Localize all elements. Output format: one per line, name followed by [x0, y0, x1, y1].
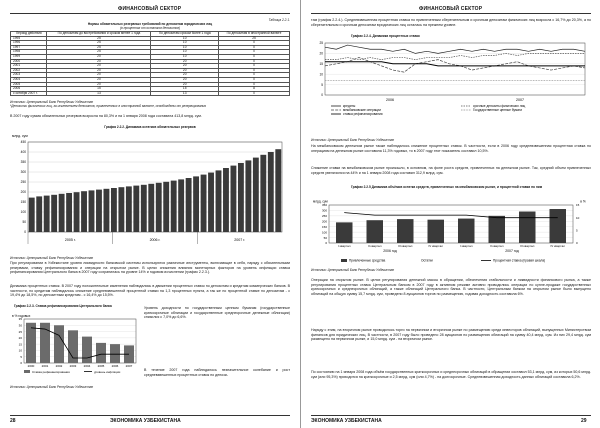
legend-swatch: [24, 370, 30, 373]
bar: [133, 186, 139, 232]
y-axis-label: в % годовых: [12, 314, 31, 318]
series-line: [325, 45, 585, 53]
table-cell: 25: [47, 50, 151, 55]
group-label: 2006 год: [383, 249, 397, 253]
table-cell: 20: [47, 77, 151, 82]
x-tick-label: I квартал: [459, 244, 473, 248]
legend-label: Ставка рефинансирования: [32, 369, 70, 374]
table-cell: 2003: [11, 73, 47, 78]
legend-swatch: [341, 259, 347, 262]
y-tick-label: 35: [18, 317, 22, 322]
bar: [44, 196, 50, 232]
x-tick-label: II квартал: [490, 244, 504, 248]
funds-bar: [550, 209, 567, 243]
y-tick-label: 50: [22, 220, 26, 225]
paragraph: там (график 2.2.4.). Средневзвешенная процентная ставка по привлеченным сберегательным и срочным депозитам физических лиц возросла с 16,7% до 20,3%, а по сберегательным и срочным депозитам юридических лиц осталась на прежнем уровне.: [311, 18, 591, 27]
bar: [156, 183, 162, 232]
table-cell: 0: [218, 59, 289, 64]
table-cell: 0: [218, 45, 289, 50]
paragraph: На межбанковском денежном рынке также наблюдалось снижение процентных ставок. В частности, если в 2006 году средневзвешенная процентная ставка по операциям на денежном рынке составила 11,3% годовых, то в 2007 году этот показатель составил 10,5%.: [311, 144, 591, 153]
bar: [201, 175, 207, 232]
table-cell: 20: [47, 82, 151, 87]
group-label: 2007: [516, 98, 524, 102]
table-cell: 0: [218, 54, 289, 59]
bar: [238, 163, 244, 232]
y-tick-label: 5: [20, 354, 22, 359]
table-cell: 10: [151, 41, 219, 46]
y-tick-label: 20: [319, 51, 323, 56]
table-cell: 0: [218, 41, 289, 46]
table-cell: 10: [151, 45, 219, 50]
y-tick-label-right: 10: [576, 215, 580, 220]
bar: [245, 160, 251, 232]
series-line: [325, 58, 585, 73]
funds-bar: [489, 216, 506, 243]
table-cell: 15: [151, 87, 219, 92]
y-tick-label: 300: [20, 170, 26, 175]
table-cell: 2005: [11, 82, 47, 87]
y-tick-label: 15: [18, 342, 22, 347]
x-tick-label: IV квартал: [550, 244, 566, 248]
table-cell: 25: [47, 41, 151, 46]
y-tick-label: 50: [323, 235, 327, 240]
table-cell: 0: [218, 91, 289, 96]
bar: [148, 184, 154, 232]
table-cell: 20: [47, 68, 151, 73]
page-header: ФИНАНСОВЫЙ СЕКТОР: [419, 6, 483, 12]
table-cell: 15: [47, 87, 151, 92]
y-axis-label: млрд. сум: [12, 134, 28, 138]
bar: [275, 149, 281, 232]
group-label: 2007 г.: [234, 238, 246, 242]
paragraph: По состоянию на 1 января 2008 года объём государственных краткосрочных и среднесрочных облигаций в обращении составил 53,1 млрд. сум, из которых 50,6 млрд. сум (или 95,3%) приходится на краткосрочные и 2,5 млрд. сум (или 4,7%) - на долгосрочные. Средневзвешенная доходность данных облигаций составила 6,2%.: [311, 370, 591, 379]
y-axis-label: млрд. сум: [313, 199, 328, 204]
table-header-cell: По депозитам в иностранной валюте: [218, 32, 289, 37]
y-tick-label: 200: [321, 219, 327, 224]
table-subtitle: (в процентах от остатков депозитов): [119, 26, 181, 30]
legend-label: кредиты: [343, 104, 356, 108]
y-tick-label: 250: [321, 214, 327, 219]
chart-source: Источник: Центральный Банк Республики Узбекистан: [311, 138, 395, 142]
bar: [193, 176, 199, 232]
funds-bar: [428, 220, 445, 243]
bar: [260, 155, 266, 232]
x-tick-label: IV квартал: [428, 244, 444, 248]
table-cell: 0: [218, 68, 289, 73]
footer-rule: [10, 415, 290, 416]
chart-source: Источник: Центральный Банк Республики Узбекистан: [311, 268, 395, 272]
y-tick-label: 30: [18, 323, 22, 328]
table-cell: 2002: [11, 68, 47, 73]
footer-title: ЭКОНОМИКА УЗБЕКИСТАНА: [311, 418, 382, 424]
x-tick-label: 2004: [83, 364, 91, 368]
header-rule: [311, 13, 591, 14]
paragraph: При регулировании в Узбекистане уровня ликвидности банковской системы используются различные инструменты, включающие в себя, наряду с обязательными резервами, ставку рефинансирования и операции на открытом рынке. В целях снижения влияния монетарных факторов на уровень инфляции ставка рефинансирования Центрального банка в 2007 году сохранилась на уровне 14% и годовом исчислении (график 2.2.3.).: [10, 261, 290, 275]
table-cell: с октября 2007 г.: [11, 91, 47, 96]
x-tick-label: 2003: [69, 364, 77, 368]
group-label: 2005 г.: [64, 238, 76, 242]
table-cell: 20: [151, 82, 219, 87]
y-tick-label: 150: [321, 224, 327, 229]
table-cell: 0: [218, 64, 289, 69]
x-tick-label: 2001: [41, 364, 49, 368]
group-label: 2006: [386, 98, 394, 102]
table-cell: 20: [47, 54, 151, 59]
chart-title: График 2.2.3. Ставка рефинансирования Центрального банка: [14, 304, 112, 308]
bar: [171, 181, 177, 232]
table-cell: 20: [151, 73, 219, 78]
table-cell: 13: [47, 91, 151, 96]
reserves-bar-chart: [10, 130, 290, 255]
table-cell: 20: [47, 73, 151, 78]
legend-label: Государственные ценные бумаги: [473, 108, 522, 112]
table-cell: 2006: [11, 87, 47, 92]
table-cell: 8: [218, 87, 289, 92]
page-header: ФИНАНСОВЫЙ СЕКТОР: [118, 6, 182, 12]
table-cell: 1997: [11, 45, 47, 50]
x-tick-label: 2005: [97, 364, 105, 368]
funds-bar: [458, 219, 475, 243]
y-tick-label: 100: [321, 230, 327, 235]
y-tick-label: 5: [321, 82, 323, 87]
bar: [216, 170, 222, 232]
table-cell: 20: [47, 59, 151, 64]
chart-source: Источник: Центральный Банк Республики Узбекистан: [10, 256, 94, 260]
table-header-cell: По депозитам сроком более 1 года: [151, 32, 219, 37]
y-tick-label: 10: [319, 72, 323, 77]
refinancing-bar: [82, 337, 92, 363]
table-label: Таблица 2.2.1.: [268, 18, 290, 22]
table-title: Нормы обязательных резервных требований по депозитам юридических лиц: [87, 22, 213, 26]
paragraph: В течение 2007 года наблюдалось незначительное колебание и рост средневзвешенных процентных ставок по депози-: [144, 368, 290, 377]
y-tick-label: 350: [20, 160, 26, 165]
series-line: [325, 53, 585, 59]
table-cell: 25: [47, 45, 151, 50]
x-tick-label: III квартал: [520, 244, 535, 248]
bar: [89, 190, 95, 232]
paragraph: Снижение ставки на межбанковском рынке произошло, в основном, на фоне роста средств, привлеченных на денежном рынке. Так, средний объем привлеченных средств увеличился на 44% и на 1 января 2008 года составил 312,9 млрд. сум.: [311, 166, 591, 175]
paragraph: Уровень доходности по государственным ценным бумагам (государственные краткосрочные облигации и государственные среднесрочные денежные облигации) снизился с 7,0% до 6,6%.: [144, 306, 290, 320]
x-tick-label: 2000: [27, 364, 35, 368]
table-cell: 1996: [11, 41, 47, 46]
bar: [163, 182, 169, 232]
chart-title: График 2.2.5 Динамика объёмов остатка средств, привлеченных на межбанковском рынке, и процентной ставки по ним: [351, 185, 543, 189]
x-tick-label: 2006: [111, 364, 119, 368]
interest-rates-chart: [311, 39, 591, 129]
table-cell: 10: [151, 36, 219, 41]
page-number: 28: [10, 418, 16, 424]
y-tick-label: 0: [325, 241, 327, 246]
bar: [104, 189, 110, 232]
table-row: [11, 91, 290, 96]
paragraph: Операции на открытом рынке. В целях регулирования денежной массы в обращении, обеспечения стабильности и ликвидности финансового рынка, а также регулирования процентных ставок Центральным банком в 2007 году в активном режиме активно проводились операции по купле-продаже государственных краткосрочных и среднесрочных облигаций, а также облигаций Центрального банка. В частности, Центральным банком на открытом рынке было выпущено облигаций на общую сумму 15,7 млрд. сум, проведено 8 аукционов торгов по размещению, годовая доходность составила 6%.: [311, 278, 591, 296]
bar: [59, 194, 65, 232]
table-cell: 20: [151, 64, 219, 69]
paragraph: Наряду с этим, на вторичном рынке проводилось торги на первичном и вторичном рынке по размещению среди инвесторов облигаций, выпущенных Министерством финансов для юридических лиц. В частности, в 2007 году было проведено 28 аукционов по размещению облигаций на сумму 40,4 млрд. сум. Из них 29,4 млрд. сум размещено на первичном рынке, и 15,0 млрд. сум - на вторичном рынке.: [311, 328, 591, 342]
bar: [231, 166, 237, 232]
bar: [36, 196, 42, 232]
bar: [81, 191, 87, 232]
y-tick-label: 100: [20, 210, 26, 215]
table-header-cell: Период действия: [11, 32, 47, 37]
table-cell: 20: [151, 77, 219, 82]
legend-label: уровень инфляции: [94, 369, 121, 374]
bar: [118, 187, 124, 232]
table-cell: 10: [151, 50, 219, 55]
table-source: Источник: Центральный Банк Республики Узбекистан: [10, 100, 94, 104]
table-cell: 10: [151, 54, 219, 59]
interbank-funds-chart: [311, 199, 591, 267]
refinancing-bar: [54, 325, 64, 363]
x-tick-label: III квартал: [398, 244, 413, 248]
x-tick-label: II квартал: [368, 244, 382, 248]
legend-label: Привлеченные средства: [349, 258, 386, 263]
legend-label: Остатки: [421, 258, 433, 263]
y-tick-label: 450: [20, 140, 26, 145]
bar: [111, 188, 117, 232]
paragraph: В 2007 году сумма обязательных резервов возросла на 80,3% и на 1 января 2008 года составила 413,8 млрд. сум.: [10, 114, 202, 118]
table-header-cell: По депозитам до востребования и сроком менее 1 года: [47, 32, 151, 37]
table-cell: 0: [218, 82, 289, 87]
y-tick-label: 10: [18, 348, 22, 353]
table-cell: 1998: [11, 50, 47, 55]
y-tick-label: 15: [319, 62, 323, 66]
y-tick-label-right: 15: [576, 203, 580, 208]
y-tick-label: 0: [321, 93, 323, 98]
y-axis-label-right: в %: [580, 199, 586, 204]
x-tick-label: 2007: [125, 364, 133, 368]
y-tick-label: 200: [20, 190, 26, 195]
table-note: *Депозиты физических лиц, за исключением депозитов, привлеченных в иностранной валюте, освобождены от резервирования: [10, 104, 206, 108]
bar: [66, 193, 72, 232]
y-tick-label: 20: [18, 336, 22, 341]
y-tick-label: 300: [321, 208, 327, 213]
y-tick-label-right: 5: [576, 228, 578, 233]
y-tick-label: 25: [18, 329, 22, 334]
group-label: 2006 г.: [149, 238, 161, 242]
table-cell: 25: [47, 36, 151, 41]
reserve-requirements-table: [10, 31, 290, 96]
footer-title: ЭКОНОМИКА УЗБЕКИСТАНА: [110, 418, 181, 424]
bar: [178, 179, 184, 232]
header-rule: [10, 13, 290, 14]
bar: [29, 198, 35, 232]
plot-frame: [28, 142, 282, 232]
table-cell: 2004: [11, 77, 47, 82]
funds-bar: [336, 222, 353, 243]
table-cell: 0: [218, 77, 289, 82]
table-cell: 20: [47, 64, 151, 69]
x-tick-label: 2002: [55, 364, 63, 368]
chart-title: График 2.2.2. Динамика остатков обязательных резервов: [104, 125, 196, 129]
y-tick-label-right: 0: [576, 241, 578, 246]
y-tick-label: 350: [321, 203, 327, 208]
table-cell: 0: [218, 73, 289, 78]
table-cell: 2001: [11, 64, 47, 69]
table-cell: 0: [218, 50, 289, 55]
bar: [223, 168, 229, 232]
bar: [74, 192, 80, 232]
plot-frame: [329, 205, 573, 243]
bar: [141, 185, 147, 232]
legend-label: Процентная ставка (правая шкала): [493, 258, 546, 263]
refinancing-bar: [26, 323, 36, 363]
table-cell: 20: [151, 59, 219, 64]
table-cell: 20: [151, 68, 219, 73]
legend-label: ставка рефинансирования: [343, 112, 383, 116]
chart-title: График 2.2.4. Динамика процентных ставок: [351, 34, 420, 38]
right-page: [301, 0, 600, 428]
bar: [126, 186, 132, 232]
y-tick-label: 150: [20, 200, 26, 205]
y-tick-label: 0: [20, 361, 22, 366]
bar: [268, 152, 274, 232]
funds-bar: [397, 219, 414, 243]
funds-bar: [367, 220, 384, 243]
table-cell: 2000: [11, 59, 47, 64]
group-label: 2007 год: [505, 249, 519, 253]
refinancing-rate-chart: [10, 313, 140, 383]
table-cell: 1995: [11, 36, 47, 41]
paragraph: Динамика процентных ставок. В 2007 году положительные изменения наблюдались в движении процентных ставок по депозитам и кредитам коммерческих банков. В частности, по кредитам наблюдалось снижение средневзвешенной процентной ставки на 1,3 процентных пункта, а так же по процентной ставке по депозитам - с 19,4% до 18,5%, по депозитным кредитам - с 16,4% до 15,5%.: [10, 284, 290, 298]
y-tick-label: 0: [24, 230, 26, 235]
legend-label: срочные депозиты физических лиц: [473, 104, 526, 108]
bar: [51, 195, 57, 232]
refinancing-bar: [110, 344, 120, 363]
refinancing-bar: [96, 343, 106, 363]
chart-source: Источник: Центральный Банк Республики Узбекистан: [10, 385, 94, 389]
page-number: 29: [581, 418, 587, 424]
bar: [208, 173, 214, 232]
y-tick-label: 400: [20, 150, 26, 155]
funds-bar: [519, 212, 536, 243]
y-tick-label: 250: [20, 180, 26, 185]
bar: [96, 190, 102, 232]
table-cell: 25: [218, 36, 289, 41]
bar: [186, 178, 192, 232]
footer-rule: [311, 415, 591, 416]
x-tick-label: I квартал: [337, 244, 351, 248]
table-cell: 1999: [11, 54, 47, 59]
y-tick-label: 25: [319, 41, 323, 46]
table-body: [11, 36, 290, 96]
table-cell: 13: [151, 91, 219, 96]
bar: [253, 158, 259, 232]
legend-label: межбанковские операции: [343, 108, 381, 112]
